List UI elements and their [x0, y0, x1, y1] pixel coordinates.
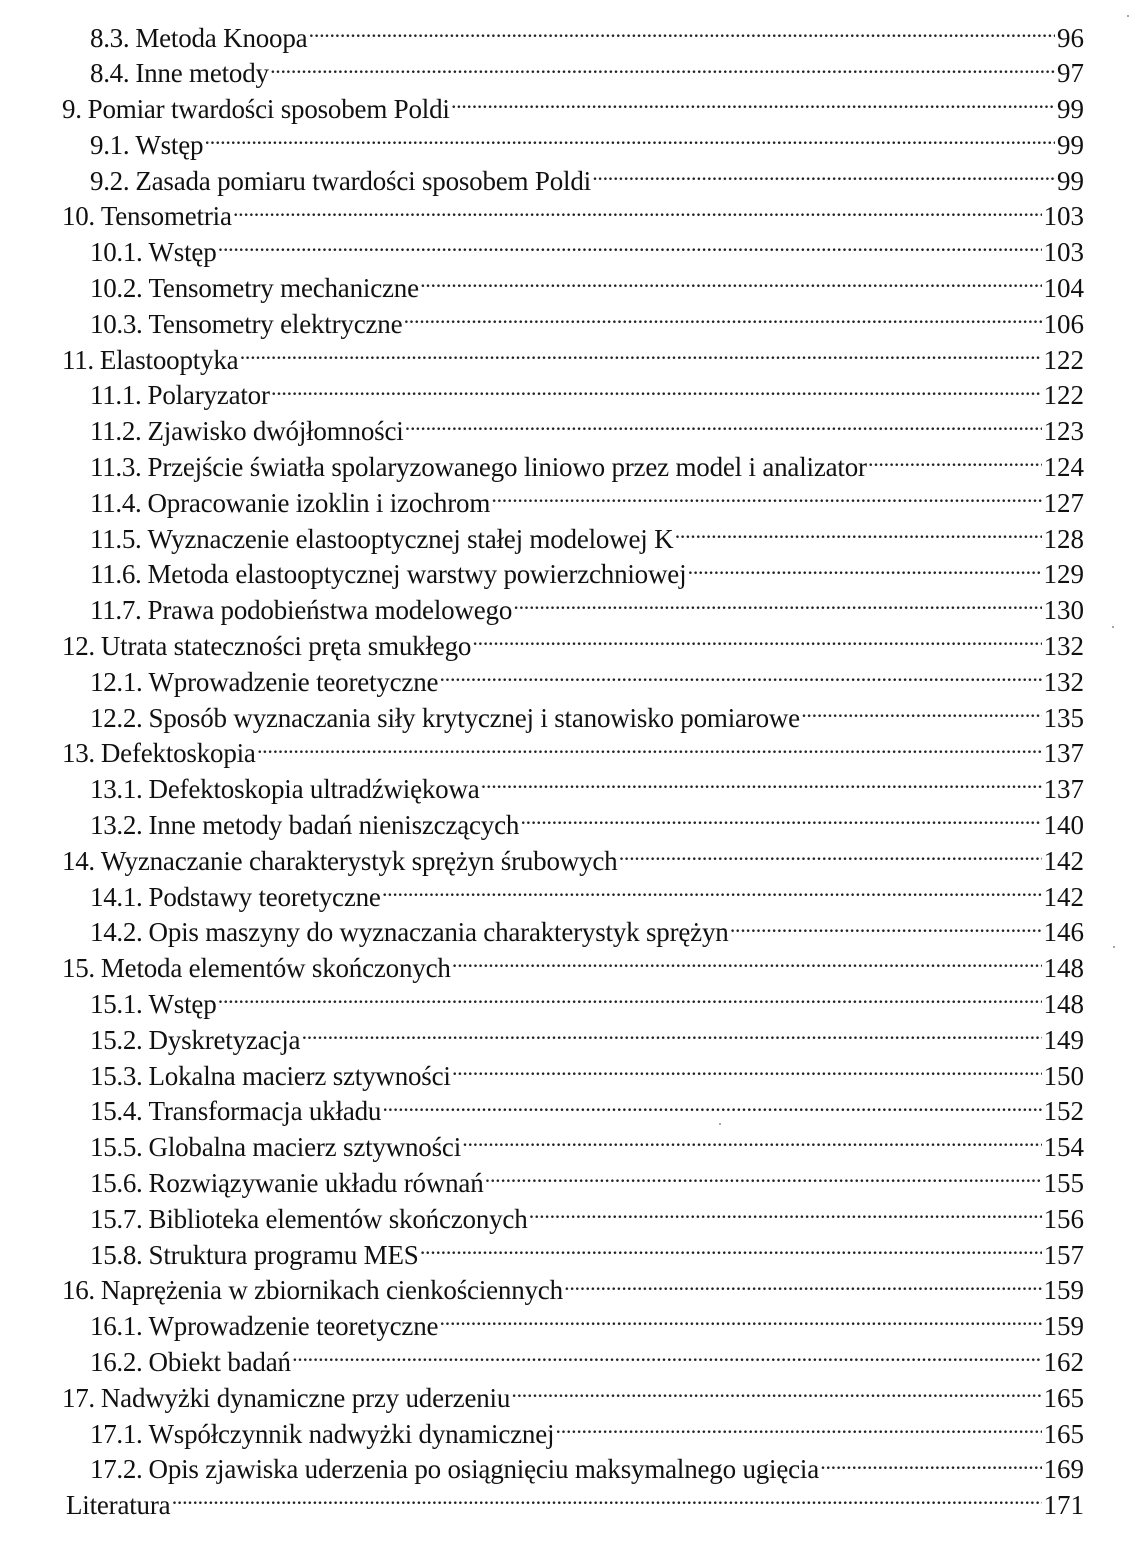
- section-number: 9.: [62, 94, 82, 125]
- section-title: Naprężenia w zbiornikach cienkościennych: [100, 1275, 563, 1306]
- section-title: Tensometry elektryczne: [148, 308, 403, 339]
- toc-entry-line: [90, 807, 1084, 844]
- section-title: Struktura programu MES: [148, 1239, 419, 1270]
- toc-entry-line: [90, 1344, 1084, 1381]
- dot-leader: [440, 1308, 1041, 1335]
- section-number: 14.2.: [90, 917, 143, 948]
- toc-entry-9-2[interactable]: [0, 163, 1142, 199]
- toc-entry-line: [90, 234, 1084, 271]
- page-number: 154: [1043, 1132, 1084, 1163]
- scan-speck: [1127, 15, 1129, 17]
- toc-entry-13-2[interactable]: [0, 808, 1142, 844]
- section-title: Metoda elementów skończonych: [100, 953, 451, 984]
- dot-leader: [514, 592, 1041, 619]
- dot-leader: [172, 1487, 1041, 1514]
- dot-leader: [463, 1129, 1042, 1156]
- section-title: Wstęp: [135, 129, 204, 160]
- toc-entry-15-4[interactable]: [0, 1094, 1142, 1130]
- page-number: 142: [1043, 845, 1084, 876]
- toc-entry-15-5[interactable]: [0, 1130, 1142, 1166]
- toc-entry-line: [90, 914, 1084, 951]
- dot-leader: [440, 664, 1041, 691]
- section-title: Wyznaczanie charakterystyk sprężyn śrubowych: [100, 845, 618, 876]
- section-title: Opis zjawiska uderzenia po osiągnięciu maksymalnego ugięcia: [148, 1454, 819, 1485]
- section-title: Wstęp: [148, 989, 217, 1020]
- section-title: Obiekt badań: [148, 1346, 291, 1377]
- section-number: 11.4.: [90, 487, 142, 518]
- dot-leader: [234, 198, 1042, 225]
- toc-entry-line: [90, 127, 1084, 164]
- toc-entry-8-4[interactable]: [0, 56, 1142, 92]
- toc-entry-line: [90, 163, 1084, 200]
- toc-entry-line: [62, 198, 1084, 235]
- section-number: 15.5.: [90, 1132, 143, 1163]
- toc-entry-16[interactable]: [0, 1273, 1142, 1309]
- page-number: 148: [1043, 989, 1084, 1020]
- dot-leader: [486, 1165, 1042, 1192]
- section-title: Wprowadzenie teoretyczne: [148, 1311, 439, 1342]
- section-number: 14.: [62, 845, 95, 876]
- toc-entry-line: [90, 664, 1084, 701]
- page-number: 130: [1043, 595, 1084, 626]
- page-number: 132: [1043, 666, 1084, 697]
- page-number: 159: [1043, 1311, 1084, 1342]
- section-title: Transformacja układu: [148, 1096, 382, 1127]
- section-number: 10.: [62, 201, 95, 232]
- toc-entry-line: [90, 771, 1084, 808]
- dot-leader: [869, 449, 1042, 476]
- section-title: Rozwiązywanie układu równań: [148, 1168, 484, 1198]
- section-title: Opis maszyny do wyznaczania charakterystyk sprężyn: [148, 917, 729, 948]
- dot-leader: [219, 234, 1042, 261]
- section-title: Opracowanie izoklin i izochrom: [147, 487, 491, 518]
- toc-entry-line: [90, 306, 1084, 343]
- dot-leader: [258, 735, 1042, 762]
- section-title: Wstęp: [148, 237, 217, 268]
- toc-entry-line: [90, 1201, 1084, 1238]
- page-number: 152: [1043, 1096, 1084, 1127]
- toc-entry-11-5[interactable]: [0, 521, 1142, 557]
- toc-entry-14-1[interactable]: [0, 879, 1142, 915]
- toc-entry-15-6[interactable]: [0, 1166, 1142, 1202]
- page-number: 99: [1057, 94, 1084, 125]
- toc-entry-line: [90, 270, 1084, 307]
- toc-entry-15-3[interactable]: [0, 1058, 1142, 1094]
- dot-leader: [492, 485, 1041, 512]
- toc-entry-line: [90, 1237, 1084, 1274]
- toc-entry-12-2[interactable]: [0, 700, 1142, 736]
- toc-entry-17-2[interactable]: [0, 1452, 1142, 1488]
- section-title: Prawa podobieństwa modelowego: [147, 595, 513, 626]
- section-number: 13.1.: [90, 774, 143, 805]
- section-number: 9.1.: [90, 129, 130, 160]
- section-number: 11.7.: [90, 595, 142, 626]
- toc-entry-line: [90, 1129, 1084, 1166]
- section-number: 15.7.: [90, 1203, 143, 1234]
- toc-entry-line: [66, 1487, 1084, 1524]
- section-title: Polaryzator: [147, 380, 270, 411]
- section-number: 11.5.: [90, 523, 142, 554]
- section-number: 15.1.: [90, 989, 143, 1020]
- section-number: 15.6.: [90, 1168, 143, 1198]
- dot-leader: [565, 1272, 1042, 1299]
- toc-entry-line: [90, 700, 1084, 737]
- section-title: Przejście światła spolaryzowanego liniowo przez model i analizator: [147, 452, 867, 483]
- dot-leader: [421, 1237, 1042, 1264]
- toc-entry-8-3[interactable]: [0, 20, 1142, 56]
- toc-entry-line: [90, 1451, 1084, 1488]
- section-number: 12.1.: [90, 666, 143, 697]
- section-title: Defektoskopia ultradźwiękowa: [148, 774, 480, 805]
- page-number: 165: [1043, 1418, 1084, 1449]
- toc-entry-12[interactable]: [0, 629, 1142, 665]
- toc-entry-line: [90, 556, 1084, 593]
- toc-entry-10[interactable]: [0, 199, 1142, 235]
- page-number: 159: [1043, 1275, 1084, 1306]
- toc-entry-10-2[interactable]: [0, 271, 1142, 307]
- toc-entry-line: [90, 377, 1084, 414]
- section-title: Wprowadzenie teoretyczne: [148, 666, 439, 697]
- dot-leader: [453, 1058, 1042, 1085]
- toc-entry-11-1[interactable]: [0, 378, 1142, 414]
- section-number: 15.2.: [90, 1024, 143, 1055]
- dot-leader: [521, 807, 1041, 834]
- dot-leader: [383, 879, 1042, 906]
- section-number: 10.3.: [90, 308, 143, 339]
- page-number: 157: [1043, 1239, 1084, 1270]
- dot-leader: [309, 20, 1055, 47]
- toc-entry-15-7[interactable]: [0, 1201, 1142, 1237]
- section-title: Defektoskopia: [100, 738, 256, 769]
- toc-entry-11-2[interactable]: [0, 414, 1142, 450]
- toc-entry-9-1[interactable]: [0, 127, 1142, 163]
- section-number: 11.3.: [90, 452, 142, 483]
- toc-entry-line: [62, 342, 1084, 379]
- toc-entry-15-1[interactable]: [0, 987, 1142, 1023]
- section-title: Tensometria: [100, 201, 232, 232]
- toc-entry-15-2[interactable]: [0, 1022, 1142, 1058]
- page-number: 169: [1043, 1454, 1084, 1485]
- section-number: 15.: [62, 953, 95, 984]
- section-title: Literatura: [66, 1490, 171, 1521]
- toc-entry-12-1[interactable]: [0, 664, 1142, 700]
- page-number: 137: [1043, 774, 1084, 805]
- toc-entry-line: [62, 950, 1084, 987]
- section-title: Tensometry mechaniczne: [148, 273, 419, 304]
- dot-leader: [271, 55, 1055, 82]
- page-number: 99: [1057, 129, 1084, 160]
- table-of-contents: [0, 20, 1142, 1523]
- page-number: 96: [1057, 22, 1084, 53]
- toc-entry-10-3[interactable]: [0, 306, 1142, 342]
- dot-leader: [205, 127, 1055, 154]
- toc-entry-11[interactable]: [0, 342, 1142, 378]
- toc-entry-11-3[interactable]: [0, 450, 1142, 486]
- section-title: Lokalna macierz sztywności: [148, 1060, 451, 1091]
- dot-leader: [530, 1201, 1042, 1228]
- dot-leader: [482, 771, 1042, 798]
- section-number: 9.2.: [90, 165, 130, 196]
- page-number: 156: [1043, 1203, 1084, 1234]
- section-number: 13.: [62, 738, 95, 769]
- page-number: 124: [1043, 452, 1084, 483]
- section-number: 17.2.: [90, 1454, 143, 1485]
- toc-entry-9[interactable]: [0, 92, 1142, 128]
- toc-entry-line: [90, 1308, 1084, 1345]
- toc-entry-line: [90, 1416, 1084, 1453]
- dot-leader: [383, 1093, 1041, 1120]
- page-number: 122: [1043, 344, 1084, 375]
- toc-entry-17-1[interactable]: [0, 1416, 1142, 1452]
- scan-speck: [1113, 946, 1115, 948]
- toc-entry-15-8[interactable]: [0, 1237, 1142, 1273]
- toc-entry-line: [90, 1058, 1084, 1095]
- dot-leader: [452, 91, 1055, 118]
- dot-leader: [240, 342, 1041, 369]
- toc-entry-line: [90, 1022, 1084, 1059]
- section-title: Utrata stateczności pręta smukłego: [100, 631, 472, 662]
- section-number: 10.2.: [90, 273, 143, 304]
- toc-entry-13-1[interactable]: [0, 772, 1142, 808]
- dot-leader: [802, 700, 1042, 727]
- toc-entry-16-1[interactable]: [0, 1309, 1142, 1345]
- toc-entry-14-2[interactable]: [0, 915, 1142, 951]
- dot-leader: [556, 1416, 1041, 1443]
- toc-entry-line: [90, 879, 1084, 916]
- section-title: Biblioteka elementów skończonych: [148, 1203, 528, 1234]
- toc-entry-line: [90, 449, 1084, 486]
- section-number: 11.2.: [90, 416, 142, 447]
- toc-entry-line: [62, 91, 1084, 128]
- section-title: Metoda Knoopa: [135, 22, 308, 53]
- section-number: 15.8.: [90, 1239, 143, 1270]
- section-number: 11.: [62, 344, 94, 375]
- section-title: Metoda elastooptycznej warstwy powierzchniowej: [147, 559, 687, 590]
- toc-entry-14[interactable]: [0, 843, 1142, 879]
- toc-entry-line: [62, 628, 1084, 665]
- dot-leader: [512, 1380, 1041, 1407]
- toc-entry-line: [90, 1093, 1084, 1130]
- dot-leader: [406, 413, 1042, 440]
- section-number: 17.: [62, 1382, 95, 1413]
- toc-entry-line: [90, 521, 1084, 558]
- toc-entry-line: [90, 986, 1084, 1023]
- dot-leader: [821, 1451, 1042, 1478]
- section-number: 15.3.: [90, 1060, 143, 1091]
- toc-entry-10-1[interactable]: [0, 235, 1142, 271]
- section-number: 10.1.: [90, 237, 143, 268]
- page-number: 155: [1043, 1168, 1084, 1198]
- page-number: 104: [1043, 273, 1084, 304]
- section-title: Nadwyżki dynamiczne przy uderzeniu: [100, 1382, 511, 1413]
- section-title: Dyskretyzacja: [148, 1024, 301, 1055]
- toc-entry-line: [90, 55, 1084, 92]
- page-number: 103: [1043, 201, 1084, 232]
- scan-speck: [719, 1123, 721, 1125]
- dot-leader: [453, 950, 1042, 977]
- section-number: 16.: [62, 1275, 95, 1306]
- section-number: 16.2.: [90, 1346, 143, 1377]
- toc-entry-17[interactable]: [0, 1380, 1142, 1416]
- toc-entry-16-2[interactable]: [0, 1344, 1142, 1380]
- toc-entry-line: [90, 20, 1084, 57]
- page-number: 171: [1043, 1490, 1084, 1521]
- toc-entry-literatura[interactable]: [0, 1488, 1142, 1524]
- dot-leader: [219, 986, 1042, 1013]
- section-number: 8.4.: [90, 58, 130, 89]
- dot-leader: [688, 556, 1041, 583]
- toc-entry-line: [90, 1165, 1084, 1202]
- page-number: 135: [1043, 702, 1084, 733]
- page-number: 99: [1057, 165, 1084, 196]
- page-number: 142: [1043, 881, 1084, 912]
- toc-entry-15[interactable]: [0, 951, 1142, 987]
- page-number: 106: [1043, 308, 1084, 339]
- page-number: 103: [1043, 237, 1084, 268]
- toc-entry-line: [90, 592, 1084, 629]
- section-title: Podstawy teoretyczne: [148, 881, 381, 912]
- scan-speck: [1112, 626, 1114, 628]
- section-title: Pomiar twardości sposobem Poldi: [87, 94, 450, 125]
- section-title: Współczynnik nadwyżki dynamicznej: [148, 1418, 555, 1449]
- toc-entry-11-7[interactable]: [0, 593, 1142, 629]
- page-number: 162: [1043, 1346, 1084, 1377]
- page-number: 165: [1043, 1382, 1084, 1413]
- section-title: Inne metody: [135, 58, 269, 89]
- toc-entry-line: [90, 485, 1084, 522]
- toc-entry-line: [62, 843, 1084, 880]
- dot-leader: [731, 914, 1042, 941]
- section-number: 12.2.: [90, 702, 143, 733]
- section-number: 14.1.: [90, 881, 143, 912]
- dot-leader: [421, 270, 1042, 297]
- page-number: 149: [1043, 1024, 1084, 1055]
- dot-leader: [593, 163, 1055, 190]
- toc-entry-13[interactable]: [0, 736, 1142, 772]
- page-number: 128: [1043, 523, 1084, 554]
- toc-entry-line: [62, 1272, 1084, 1309]
- section-title: Zjawisko dwójłomności: [147, 416, 404, 447]
- page-number: 148: [1043, 953, 1084, 984]
- toc-entry-line: [62, 735, 1084, 772]
- section-number: 11.1.: [90, 380, 142, 411]
- toc-entry-line: [90, 413, 1084, 450]
- section-title: Elastooptyka: [99, 344, 239, 375]
- dot-leader: [272, 377, 1042, 404]
- dot-leader: [293, 1344, 1042, 1371]
- page-number: 122: [1043, 380, 1084, 411]
- section-title: Zasada pomiaru twardości sposobem Poldi: [135, 165, 591, 196]
- page-number: 150: [1043, 1060, 1084, 1091]
- dot-leader: [619, 843, 1041, 870]
- section-number: 8.3.: [90, 22, 130, 53]
- page-number: 129: [1043, 559, 1084, 590]
- dot-leader: [404, 306, 1041, 333]
- page-number: 97: [1057, 58, 1084, 89]
- section-title: Globalna macierz sztywności: [148, 1132, 461, 1163]
- section-number: 13.2.: [90, 810, 143, 841]
- dot-leader: [675, 521, 1041, 548]
- dot-leader: [302, 1022, 1041, 1049]
- section-number: 11.6.: [90, 559, 142, 590]
- section-title: Wyznaczenie elastooptycznej stałej modelowej K: [147, 523, 674, 554]
- toc-entry-11-6[interactable]: [0, 557, 1142, 593]
- toc-entry-11-4[interactable]: [0, 485, 1142, 521]
- section-number: 17.1.: [90, 1418, 143, 1449]
- page-number: 132: [1043, 631, 1084, 662]
- section-number: 12.: [62, 631, 95, 662]
- page-number: 146: [1043, 917, 1084, 948]
- section-number: 15.4.: [90, 1096, 143, 1127]
- section-title: Inne metody badań nieniszczących: [148, 810, 520, 841]
- toc-entry-line: [62, 1380, 1084, 1417]
- section-number: 16.1.: [90, 1311, 143, 1342]
- dot-leader: [473, 628, 1041, 655]
- section-title: Sposób wyznaczania siły krytycznej i stanowisko pomiarowe: [148, 702, 800, 733]
- page-number: 123: [1043, 416, 1084, 447]
- page-number: 137: [1043, 738, 1084, 769]
- page-number: 140: [1043, 810, 1084, 841]
- page-number: 127: [1043, 487, 1084, 518]
